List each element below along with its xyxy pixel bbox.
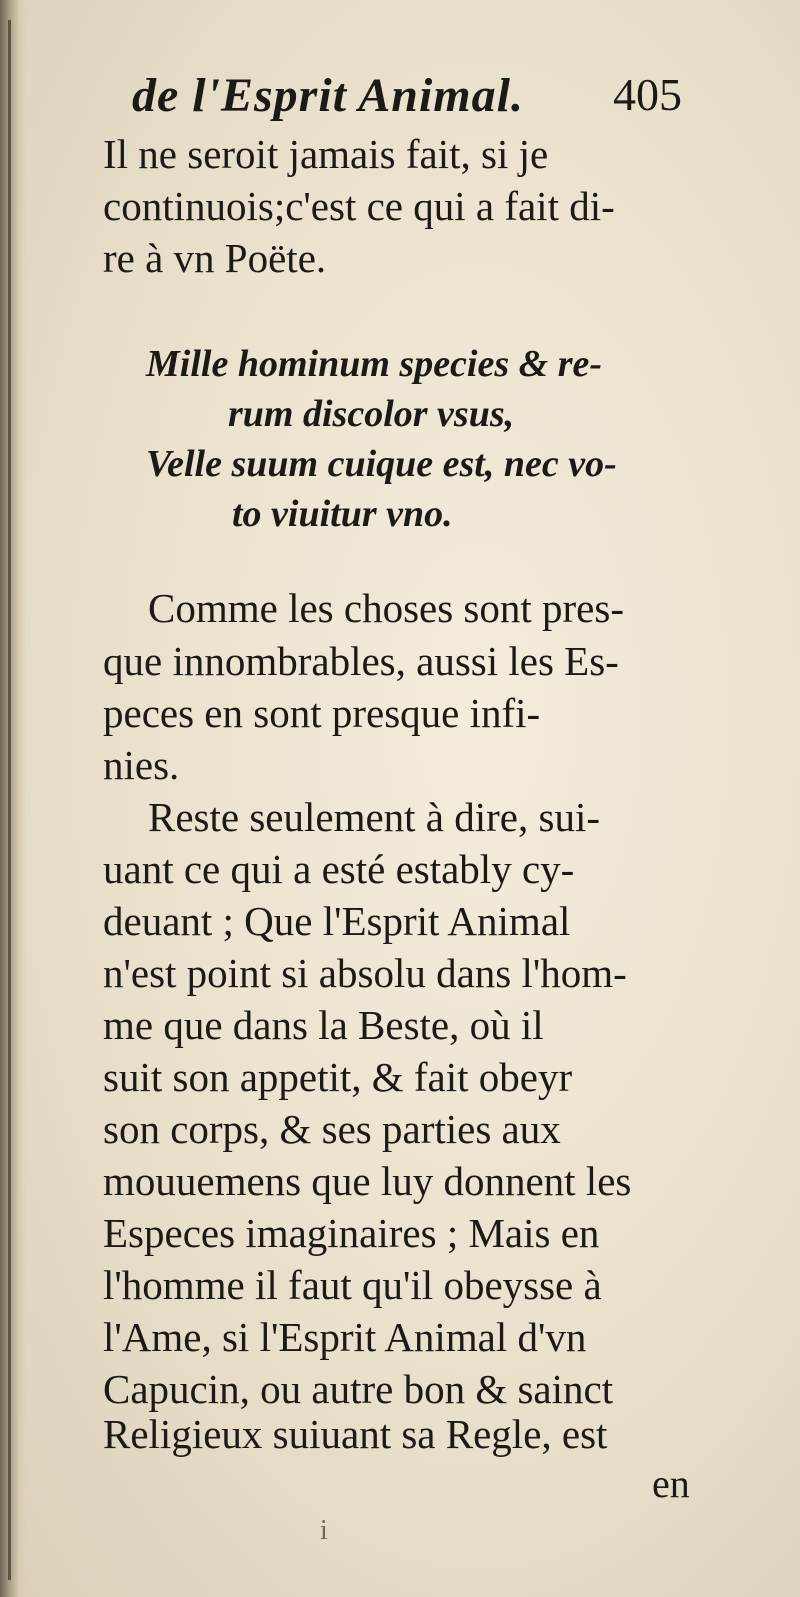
page-gutter bbox=[0, 0, 26, 1597]
text-line: son corps, & ses parties aux bbox=[103, 1106, 561, 1152]
running-title: de l'Esprit Animal. bbox=[132, 69, 524, 122]
verse-line: rum discolor vsus, bbox=[228, 393, 515, 435]
text-line: deuant ; Que l'Esprit Animal bbox=[103, 898, 571, 944]
text-line: suit son appetit, & fait obeyr bbox=[103, 1054, 573, 1100]
text-line: peces en sont presque infi- bbox=[103, 690, 541, 736]
page-number: 405 bbox=[613, 69, 682, 120]
text-line: l'Ame, si l'Esprit Animal d'vn bbox=[103, 1314, 587, 1360]
catchword: en bbox=[652, 1461, 690, 1506]
text-line: re à vn Poëte. bbox=[103, 235, 327, 281]
text-line: que innombrables, aussi les Es- bbox=[103, 638, 619, 684]
text-line: Capucin, ou autre bon & sainct bbox=[103, 1366, 614, 1412]
page-header bbox=[132, 68, 692, 138]
text-line: Comme les choses sont pres- bbox=[148, 585, 624, 631]
text-line: Il ne seroit jamais fait, si je bbox=[103, 131, 549, 177]
text-line: Reste seulement à dire, sui- bbox=[148, 794, 601, 840]
text-line: Especes imaginaires ; Mais en bbox=[103, 1210, 600, 1256]
text-line: mouuemens que luy donnent les bbox=[103, 1158, 632, 1204]
text-line: n'est point si absolu dans l'hom- bbox=[103, 950, 627, 996]
text-line: l'homme il faut qu'il obeysse à bbox=[103, 1262, 602, 1308]
verse-line: Mille hominum species & re- bbox=[146, 343, 602, 385]
signature-mark: i bbox=[320, 1515, 328, 1546]
verse-line: to viuitur vno. bbox=[232, 493, 453, 535]
text-line: continuois;c'est ce qui a fait di- bbox=[103, 183, 615, 229]
text-line: nies. bbox=[103, 742, 180, 788]
text-line: uant ce qui a esté estably cy- bbox=[103, 846, 575, 892]
text-line: Religieux suiuant sa Regle, est bbox=[103, 1411, 608, 1457]
verse-line: Velle suum cuique est, nec vo- bbox=[146, 443, 617, 485]
binding-edge bbox=[8, 20, 11, 1580]
text-line: me que dans la Beste, où il bbox=[103, 1002, 544, 1048]
